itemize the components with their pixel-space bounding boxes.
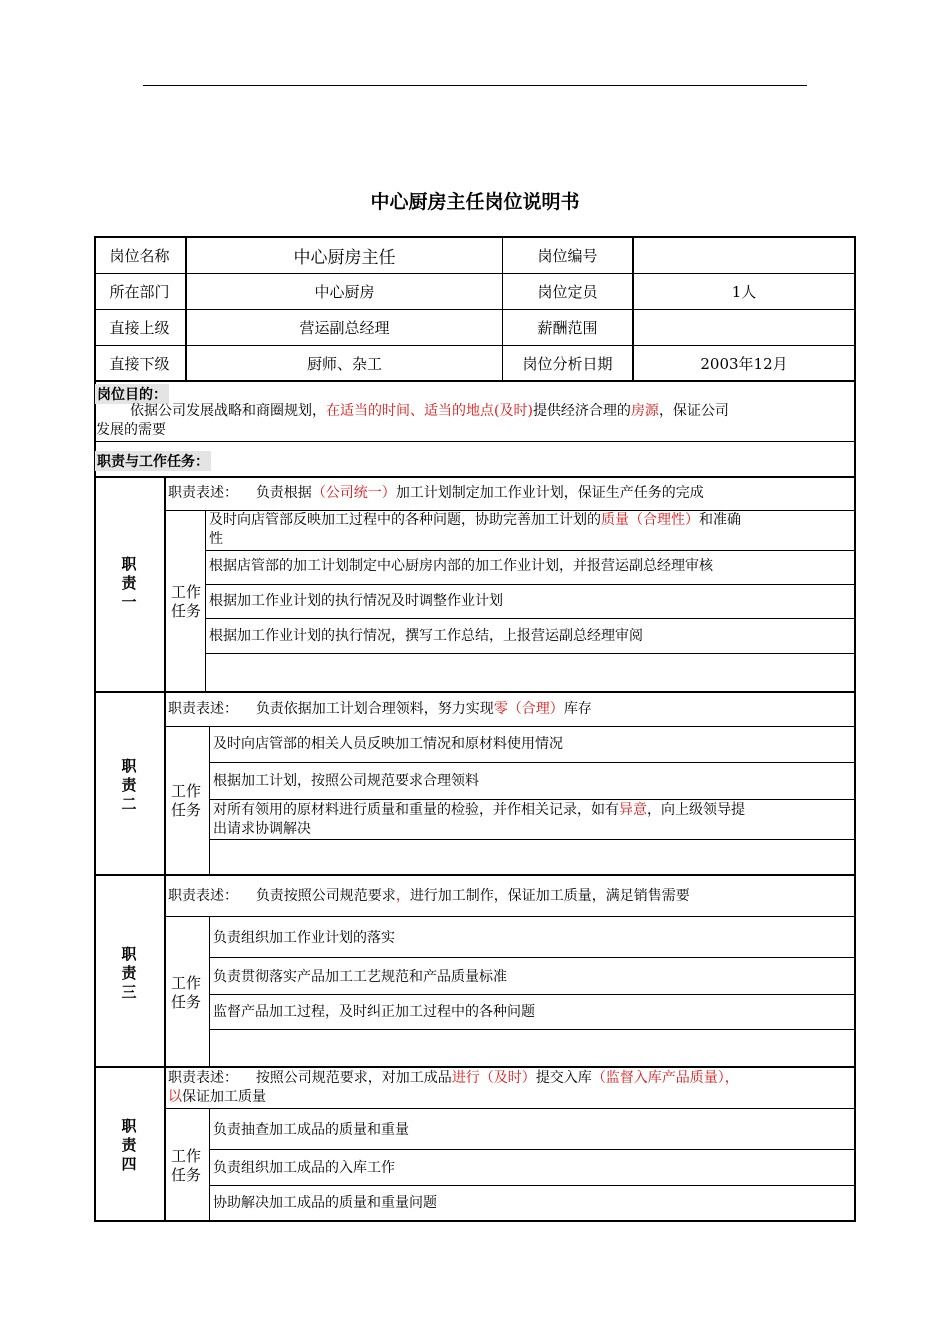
duty2-task-3-cont: 出请求协调解决 <box>213 821 311 837</box>
row-divider <box>94 476 856 478</box>
row-divider <box>94 691 856 693</box>
value-headcount: 1人 <box>731 283 757 301</box>
duty4-label: 职 责 四 <box>121 1117 137 1173</box>
duties-header: 职责与工作任务： <box>95 451 211 471</box>
row-divider <box>209 839 856 840</box>
row-divider <box>164 1108 856 1109</box>
row-divider <box>164 726 856 727</box>
duty3-task-1: 负责组织加工作业计划的落实 <box>213 930 395 946</box>
row-divider <box>94 874 856 876</box>
duty1-task-1: 及时向店管部反映加工过程中的各种问题，协助完善加工计划的质量（合理性）和准确 <box>209 512 741 528</box>
duty4-work-task-label: 工作 任务 <box>170 1147 201 1184</box>
duty4-task-3: 协助解决加工成品的质量和重量问题 <box>213 1195 437 1211</box>
row-divider <box>209 957 856 958</box>
page-title: 中心厨房主任岗位说明书 <box>370 191 580 213</box>
duty3-label: 职 责 三 <box>121 945 137 1001</box>
duty4-description: 职责表述： 按照公司规范要求，对加工成品进行（及时）提交入库（监督入库产品质量）， <box>168 1070 739 1086</box>
row-divider <box>164 916 856 917</box>
col-divider <box>209 1108 210 1222</box>
duty2-task-1: 及时向店管部的相关人员反映加工情况和原材料使用情况 <box>213 736 563 752</box>
duty1-work-task-label: 工作 任务 <box>170 583 201 620</box>
value-salary-range <box>634 310 854 345</box>
value-position-code <box>634 238 854 273</box>
label-superior: 直接上级 <box>109 319 170 337</box>
header-rule <box>143 85 807 86</box>
label-position-name: 岗位名称 <box>109 247 170 265</box>
purpose-text-line1: 依据公司发展战略和商圈规划，在适当的时间、适当的地点(及时)提供经济合理的房源，保证公司 <box>130 403 729 419</box>
label-position-code: 岗位编号 <box>537 247 598 265</box>
duty4-task-2: 负责组织加工成品的入库工作 <box>213 1160 395 1176</box>
duty2-label: 职 责 二 <box>121 757 137 813</box>
value-superior: 营运副总经理 <box>299 319 390 337</box>
row-divider <box>209 994 856 995</box>
col-divider <box>209 726 210 874</box>
row-divider <box>205 653 856 654</box>
row-divider <box>205 550 856 551</box>
col-divider <box>164 875 166 1066</box>
duty1-label: 职 责 一 <box>121 555 137 611</box>
duty2-work-task-label: 工作 任务 <box>170 782 201 819</box>
col-divider <box>164 1067 166 1222</box>
purpose-text-line2: 发展的需要 <box>96 422 166 438</box>
row-divider <box>209 1185 856 1186</box>
row-divider <box>94 441 856 442</box>
row-divider <box>209 799 856 800</box>
row-divider <box>209 1149 856 1150</box>
label-salary-range: 薪酬范围 <box>537 319 598 337</box>
row-divider <box>209 1029 856 1030</box>
duty1-description: 职责表述： 负责根据（公司统一）加工计划制定加工作业计划，保证生产任务的完成 <box>168 485 704 501</box>
duty3-task-2: 负责贯彻落实产品加工工艺规范和产品质量标准 <box>213 969 507 985</box>
duty1-task-1-cont: 性 <box>209 531 223 547</box>
duty4-description-cont: 以保证加工质量 <box>168 1089 266 1105</box>
duty2-task-3: 对所有领用的原材料进行质量和重量的检验，并作相关记录，如有异意，向上级领导提 <box>213 802 745 818</box>
value-department: 中心厨房 <box>314 283 375 301</box>
purpose-header: 岗位目的： <box>95 384 169 404</box>
duty3-description: 职责表述： 负责按照公司规范要求，进行加工制作，保证加工质量，满足销售需要 <box>168 888 690 904</box>
label-subordinate: 直接下级 <box>109 354 170 373</box>
row-divider <box>205 618 856 619</box>
duty1-task-2: 根据店管部的加工计划制定中心厨房内部的加工作业计划，并报营运副总经理审核 <box>209 558 713 574</box>
duty4-task-1: 负责抽查加工成品的质量和重量 <box>213 1122 409 1138</box>
col-divider <box>209 916 210 1066</box>
row-divider <box>94 380 856 382</box>
duty3-work-task-label: 工作 任务 <box>170 974 201 1011</box>
duty1-task-4: 根据加工作业计划的执行情况，撰写工作总结，上报营运副总经理审阅 <box>209 628 643 644</box>
duty1-task-3: 根据加工作业计划的执行情况及时调整作业计划 <box>209 593 503 609</box>
row-divider <box>209 762 856 763</box>
row-divider <box>205 584 856 585</box>
label-department: 所在部门 <box>109 283 170 301</box>
label-analysis-date: 岗位分析日期 <box>522 354 613 373</box>
value-analysis-date: 2003年12月 <box>700 354 788 373</box>
label-headcount: 岗位定员 <box>537 283 598 301</box>
duty2-description: 职责表述： 负责依据加工计划合理领料，努力实现零（合理）库存 <box>168 701 592 717</box>
value-position-name: 中心厨房主任 <box>293 248 396 268</box>
duty3-task-3: 监督产品加工过程，及时纠正加工过程中的各种问题 <box>213 1004 535 1020</box>
row-divider <box>94 1066 856 1068</box>
value-subordinate: 厨师、杂工 <box>306 354 382 373</box>
duty2-task-2: 根据加工计划，按照公司规范要求合理领料 <box>213 773 479 789</box>
